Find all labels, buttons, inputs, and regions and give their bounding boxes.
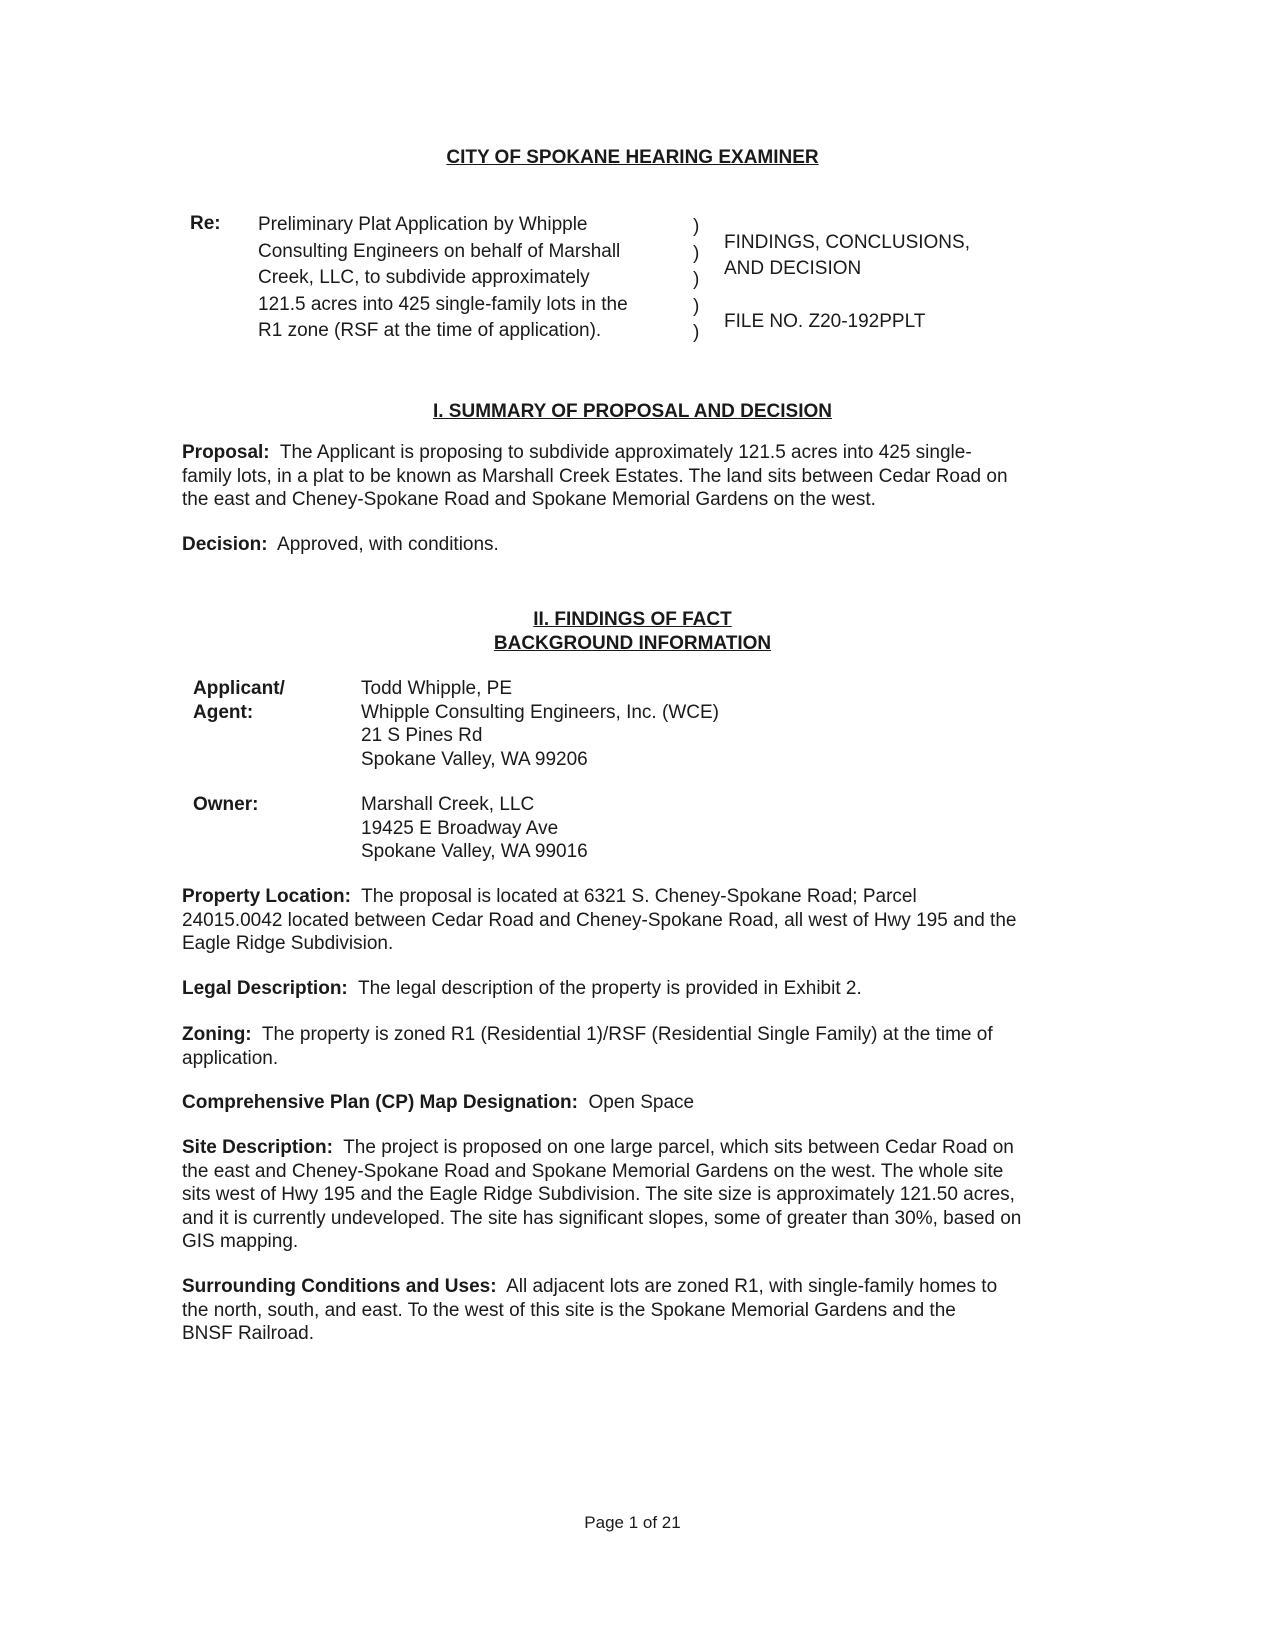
applicant-line: Whipple Consulting Engineers, Inc. (WCE) [361,701,719,723]
site-line: sits west of Hwy 195 and the Eagle Ridge Subdivision. The site size is approximately 121.50 acres, [182,1184,1015,1205]
proposal-line: The Applicant is proposing to subdivide approximately 121.5 acres into 425 single- [279,442,972,463]
section-2-heading [0,608,1265,655]
surrounding-line: BNSF Railroad. [182,1323,314,1344]
applicant-label [193,677,285,724]
owner-line: Marshall Creek, LLC [361,794,535,815]
owner-line: Spokane Valley, WA 99016 [361,841,588,862]
site-description-paragraph [182,1136,1072,1254]
site-line: and it is currently undeveloped. The site has significant slopes, some of greater than 30%, based on [182,1207,1022,1229]
section-2-heading-line: BACKGROUND INFORMATION [493,632,772,654]
re-line: Creek, LLC, to subdivide approximately [258,267,590,288]
section-1-heading: I. SUMMARY OF PROPOSAL AND DECISION [432,401,833,422]
applicant-info [361,677,719,771]
paren: ) [693,322,700,343]
paren: ) [693,295,700,317]
surrounding-line: the north, south, and east. To the west of this site is the Spokane Memorial Gardens and the [182,1299,956,1321]
zoning-line: The property is zoned R1 (Residential 1)/RSF (Residential Single Family) at the time of [261,1024,993,1045]
zoning-line: application. [182,1047,279,1069]
proposal-line: family lots, in a plat to be known as Marshall Creek Estates. The land sits between Cedar Road on [182,465,1008,487]
zoning-paragraph [182,1023,1072,1070]
proposal-paragraph [182,441,1072,512]
re-line: Consulting Engineers on behalf of Marshall [258,240,621,262]
paren: ) [693,216,700,237]
applicant-label-line: Applicant/ [193,678,285,699]
caption-parens [693,214,709,347]
page-number: Page 1 of 21 [584,1513,681,1532]
re-line: R1 zone (RSF at the time of application). [258,320,602,341]
decision-paragraph [182,533,1072,557]
findings-line: AND DECISION [724,258,862,279]
site-description-label: Site Description: [182,1137,333,1158]
owner-info [361,793,588,864]
paren: ) [693,242,700,264]
legal-description-label: Legal Description: [182,978,348,999]
cp-designation-paragraph [182,1091,1072,1115]
site-line: The project is proposed on one large parcel, which sits between Cedar Road on [343,1137,1014,1158]
decision-text: Approved, with conditions. [277,534,499,555]
section-2-heading-line: II. FINDINGS OF FACT [533,609,732,630]
surrounding-line: All adjacent lots are zoned R1, with single-family homes to [506,1276,998,1297]
proposal-line: the east and Cheney-Spokane Road and Spokane Memorial Gardens on the west. [182,489,876,510]
surrounding-conditions-label: Surrounding Conditions and Uses: [182,1276,497,1297]
proposal-label: Proposal: [182,442,270,463]
owner-line: 19425 E Broadway Ave [361,817,559,839]
property-location-label: Property Location: [182,886,351,907]
applicant-line: 21 S Pines Rd [361,725,483,746]
paren: ) [693,269,700,290]
file-number: FILE NO. Z20-192PPLT [724,311,926,332]
property-location-paragraph [182,885,1072,956]
property-line: 24015.0042 located between Cedar Road and Cheney-Spokane Road, all west of Hwy 195 and the [182,909,1017,931]
zoning-label: Zoning: [182,1024,252,1045]
legal-description-paragraph [182,977,1072,1001]
property-line: The proposal is located at 6321 S. Cheney-Spokane Road; Parcel [361,886,917,907]
surrounding-conditions-paragraph [182,1275,1072,1346]
cp-designation-text: Open Space [588,1092,695,1113]
legal-description-text: The legal description of the property is provided in Exhibit 2. [357,978,862,999]
applicant-line: Todd Whipple, PE [361,678,513,699]
decision-label: Decision: [182,534,268,555]
applicant-label-line: Agent: [193,701,254,723]
page-title: CITY OF SPOKANE HEARING EXAMINER [446,147,819,168]
re-line: Preliminary Plat Application by Whipple [258,214,588,235]
site-line: GIS mapping. [182,1231,299,1252]
property-line: Eagle Ridge Subdivision. [182,933,394,954]
site-line: the east and Cheney-Spokane Road and Spokane Memorial Gardens on the west. The whole site [182,1160,1004,1182]
applicant-line: Spokane Valley, WA 99206 [361,748,588,770]
cp-designation-label: Comprehensive Plan (CP) Map Designation: [182,1092,578,1113]
re-line: 121.5 acres into 425 single-family lots in the [258,293,628,315]
findings-line: FINDINGS, CONCLUSIONS, [724,232,970,253]
findings-title [724,230,970,282]
re-description [258,212,678,345]
owner-label: Owner: [193,794,259,815]
re-label: Re: [190,213,221,234]
